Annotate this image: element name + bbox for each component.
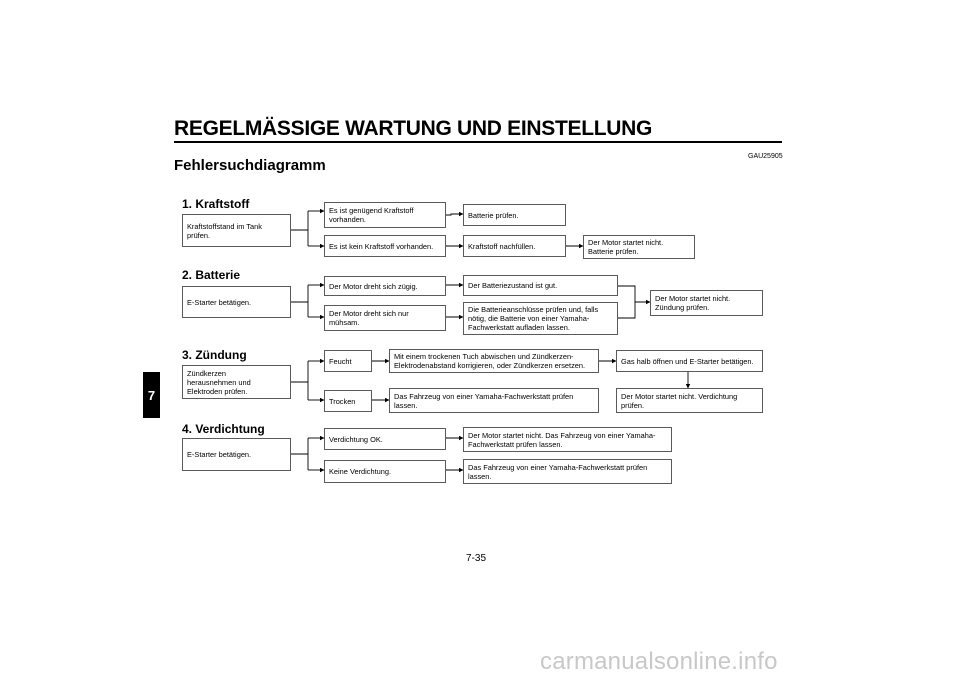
reference-code: GAU25905 bbox=[748, 153, 783, 160]
condition-box-cranks-slow: Der Motor dreht sich nur mühsam. bbox=[324, 305, 446, 331]
watermark: carmanualsonline.info bbox=[540, 648, 778, 675]
result-box-kraftstoff: Der Motor startet nicht. Batterie prüfen. bbox=[583, 235, 695, 259]
result-box-zuendung: Der Motor startet nicht. Verdichtung prüfen. bbox=[616, 388, 763, 413]
action-box-battery-good: Der Batteriezustand ist gut. bbox=[463, 275, 618, 296]
page-number: 7-35 bbox=[466, 553, 487, 564]
action-box-clean-plugs: Mit einem trockenen Tuch abwischen und Zündkerzen- Elektrodenabstand korrigieren, oder Zündkerzen ersetzen. bbox=[389, 349, 599, 373]
check-box-batterie: E-Starter betätigen. bbox=[182, 286, 291, 318]
check-box-verdichtung: E-Starter betätigen. bbox=[182, 438, 291, 471]
action-box-workshop-none: Das Fahrzeug von einer Yamaha-Fachwerkstatt prüfen lassen. bbox=[463, 459, 672, 484]
result-box-batterie: Der Motor startet nicht. Zündung prüfen. bbox=[650, 290, 763, 316]
condition-box-fuel-missing: Es ist kein Kraftstoff vorhanden. bbox=[324, 235, 446, 257]
followup-box-throttle: Gas halb öffnen und E-Starter betätigen. bbox=[616, 350, 763, 372]
action-box-workshop-check: Das Fahrzeug von einer Yamaha-Fachwerkstatt prüfen lassen. bbox=[389, 388, 599, 413]
check-box-zuendung: Zündkerzen herausnehmen und Elektroden prüfen. bbox=[182, 365, 291, 399]
action-box-workshop-ok: Der Motor startet nicht. Das Fahrzeug von einer Yamaha- Fachwerkstatt prüfen lassen. bbox=[463, 427, 672, 452]
step-title-zuendung: 3. Zündung bbox=[182, 348, 247, 362]
step-title-kraftstoff: 1. Kraftstoff bbox=[182, 197, 250, 211]
step-title-verdichtung: 4. Verdichtung bbox=[182, 422, 265, 436]
condition-box-fuel-present: Es ist genügend Kraftstoff vorhanden. bbox=[324, 202, 446, 228]
check-box-kraftstoff: Kraftstoffstand im Tank prüfen. bbox=[182, 214, 291, 247]
condition-box-dry: Trocken bbox=[324, 390, 372, 412]
condition-box-no-compression: Keine Verdichtung. bbox=[324, 460, 446, 483]
page-header-title: REGELMÄSSIGE WARTUNG UND EINSTELLUNG bbox=[174, 117, 653, 140]
condition-box-compression-ok: Verdichtung OK. bbox=[324, 428, 446, 450]
chapter-tab: 7 bbox=[143, 372, 160, 418]
action-box-battery-charge: Die Batterieanschlüsse prüfen und, falls nötig, die Batterie von einer Yamaha- Fachwerkstatt aufladen lassen. bbox=[463, 302, 618, 335]
action-box-refuel: Kraftstoff nachfüllen. bbox=[463, 235, 566, 257]
condition-box-wet: Feucht bbox=[324, 350, 372, 372]
step-title-batterie: 2. Batterie bbox=[182, 268, 241, 282]
action-box-check-battery: Batterie prüfen. bbox=[463, 204, 566, 226]
section-title: Fehlersuchdiagramm bbox=[174, 157, 326, 174]
condition-box-cranks-fast: Der Motor dreht sich zügig. bbox=[324, 276, 446, 296]
